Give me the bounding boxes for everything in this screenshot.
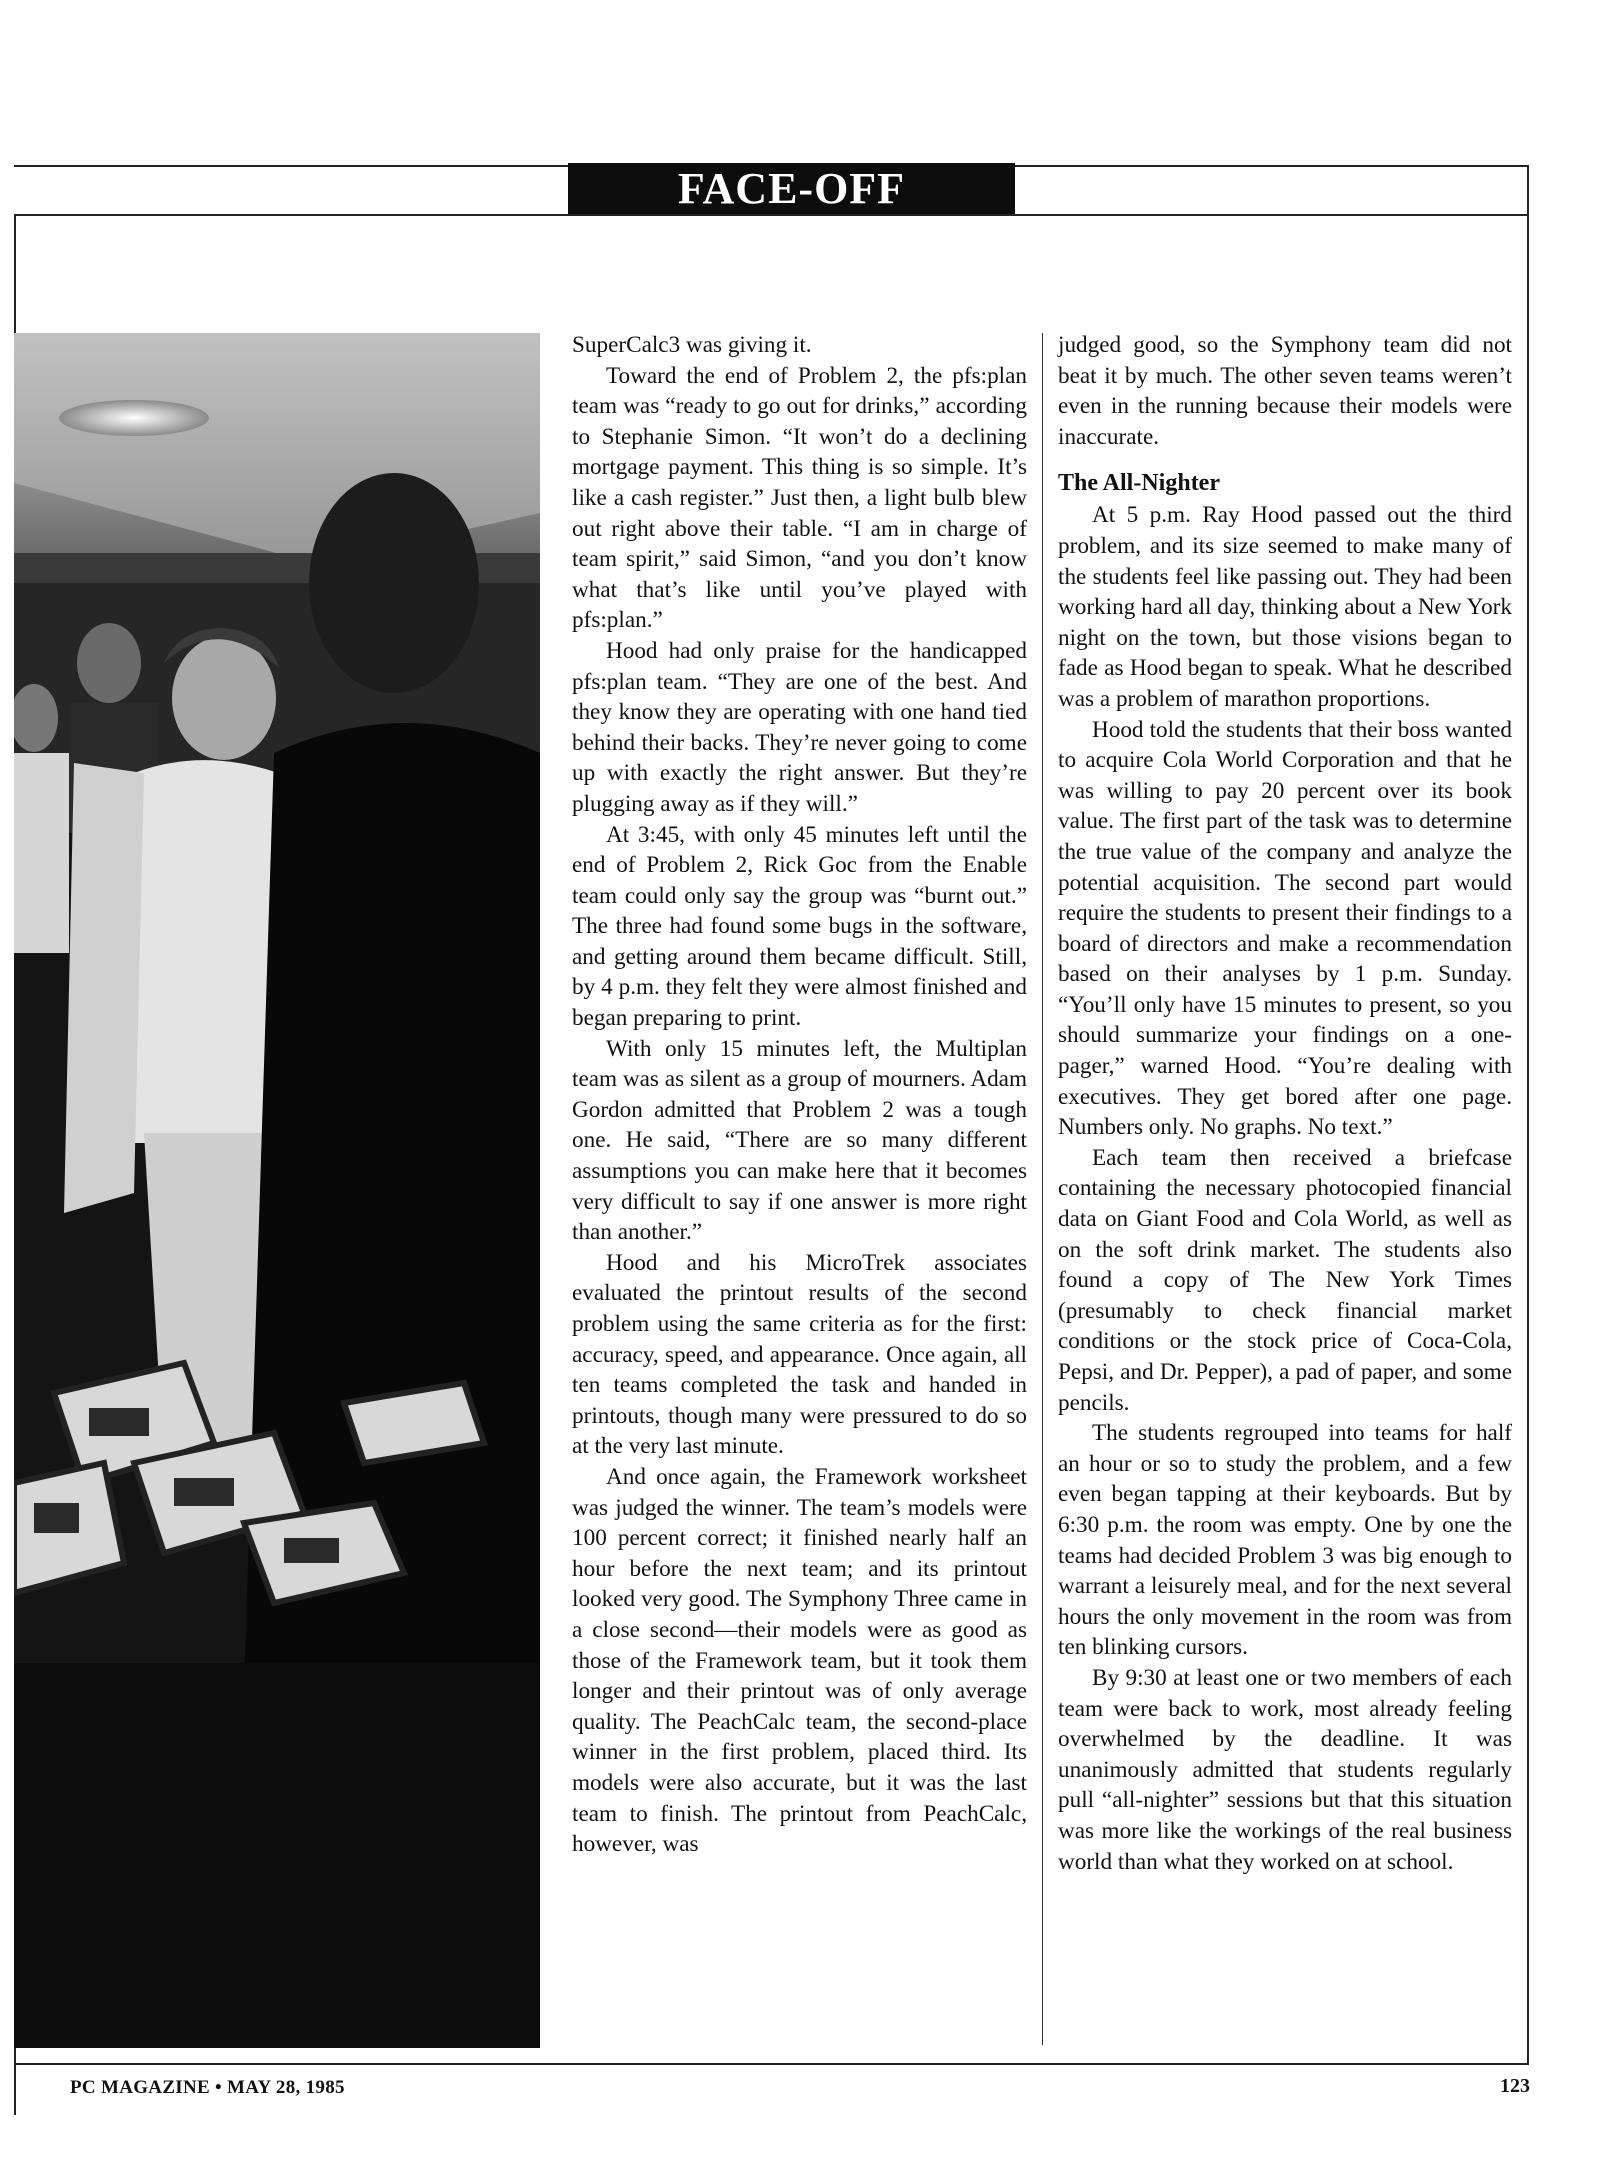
paragraph: At 5 p.m. Ray Hood passed out the third problem, and its size seemed to make many of the students feel like passing out. They had been working hard all day, thinking about a New York night on the town, but those visions began to fade as Hood began to speak. What he described was a problem of marathon proportions.: [1058, 502, 1512, 712]
column-divider: [1042, 333, 1043, 2045]
header-under-rule: [14, 214, 1529, 216]
article-column-1: [572, 330, 1027, 1860]
paragraph: Hood had only praise for the handicapped pfs:plan team. “They are one of the best. And they know they are operating with one hand tied behind their backs. They’re never going to come up with exactly the right answer. But they’re plugging away as if they will.”: [572, 637, 1027, 817]
section-banner: FACE-OFF: [568, 163, 1015, 215]
paragraph: Each team then received a briefcase containing the necessary photocopied financial data on Giant Food and Cola World, as well as on the soft drink market. The students also found a copy of The New York Times (presumably to check financial market conditions or the stock price of Coca-Cola, Pepsi, and Dr. Pepper), a pad of paper, and some pencils.: [1058, 1144, 1512, 1416]
paragraph: At 3:45, with only 45 minutes left until the end of Problem 2, Rick Goc from the Enable team could only say the group was “burnt out.” The three had found some bugs in the software, and getting around them became difficult. Still, by 4 p.m. they felt they were almost finished and began preparing to print.: [572, 821, 1027, 1032]
paragraph: By 9:30 at least one or two members of each team were back to work, most already feeling overwhelmed by the deadline. It was unanimously admitted that students regularly pull “all-nighter” sessions but that this situation was more like the workings of the real business world than what they worked on at school.: [1058, 1664, 1512, 1875]
publication-line: PC MAGAZINE • MAY 28, 1985: [70, 2077, 345, 2098]
page-number: 123: [1500, 2075, 1530, 2097]
paragraph: SuperCalc3 was giving it.: [572, 332, 812, 358]
paragraph: And once again, the Framework worksheet was judged the winner. The team’s models were 100 percent correct; it finished nearly half an hour before the next team; and its printout looked very good. The Symphony Three came in a close second—their models were as good as those of the Framework team, but it took them longer and their printout was of only average quality. The PeachCalc team, the second-place winner in the first problem, placed third. Its models were also accurate, but it was the last team to finish. The printout from PeachCalc, however, was: [572, 1463, 1027, 1858]
footer-rule: [14, 2063, 1529, 2065]
paragraph: judged good, so the Symphony team did not beat it by much. The other seven teams weren’t even in the running because their models were inaccurate.: [1058, 332, 1512, 450]
article-column-2: [1058, 330, 1512, 1877]
paragraph: The students regrouped into teams for half an hour or so to study the problem, and a few even began tapping at their keyboards. But by 6:30 p.m. the room was empty. One by one the teams had decided Problem 3 was big enough to warrant a leisurely meal, and for the next several hours the only movement in the room was from ten blinking cursors.: [1058, 1420, 1512, 1661]
paragraph: Hood told the students that their boss wanted to acquire Cola World Corporation and that he was willing to pay 20 percent over its book value. The first part of the task was to determine the true value of the company and analyze the potential acquisition. The second part would require the students to present their findings to a board of directors and make a recommendation based on their analyses by 1 p.m. Sunday. “You’ll only have 15 minutes to present, so you should summarize your findings on a one-pager,” warned Hood. “You’re dealing with executives. They get bored after one page. Numbers only. No graphs. No text.”: [1058, 716, 1512, 1141]
page-frame-right: [1527, 165, 1529, 2065]
paragraph: Hood and his MicroTrek associates evaluated the printout results of the second problem using the same criteria as for the first: accuracy, speed, and appearance. Once again, all ten teams completed the task and handed in printouts, though many were pressured to do so at the very last minute.: [572, 1249, 1027, 1460]
section-heading: The All-Nighter: [1058, 470, 1220, 497]
paragraph: With only 15 minutes left, the Multiplan team was as silent as a group of mourners. Adam Gordon admitted that Problem 2 was a tough one. He said, “There are so many different assumptions you can make here that it becomes very difficult to say if one answer is more right than another.”: [572, 1035, 1027, 1246]
paragraph: Toward the end of Problem 2, the pfs:plan team was “ready to go out for drinks,” according to Stephanie Simon. “It won’t do a declining mortgage payment. This thing is so simple. It’s like a cash register.” Just then, a light bulb blew out right above their table. “I am in charge of team spirit,” said Simon, “and you don’t know what that’s like until you’ve played with pfs:plan.”: [572, 362, 1027, 634]
article-photo: [14, 333, 540, 2048]
